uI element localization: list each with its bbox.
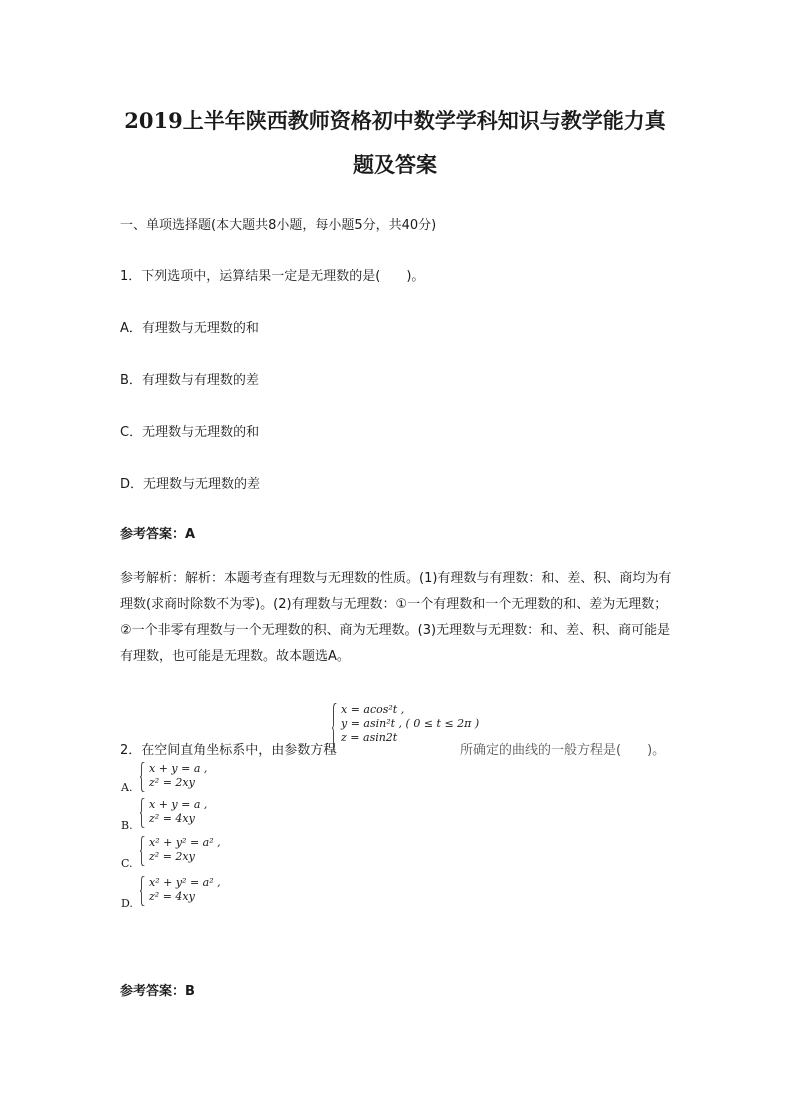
q1-option-a: A．有理数与无理数的和 — [120, 321, 259, 336]
q2-option-c-label: C. — [121, 857, 133, 870]
q2-stem-prefix: 2．在空间直角坐标系中，由参数方程 — [120, 743, 337, 758]
brace-icon — [140, 876, 145, 906]
q2-option-a-label: A. — [121, 781, 133, 794]
document-title-line2: 题及答案 — [353, 152, 437, 177]
option-b-eq1: x + y = a , — [149, 798, 208, 811]
q1-option-d: D．无理数与无理数的差 — [120, 477, 261, 492]
q1-option-c: C．无理数与无理数的和 — [120, 425, 260, 440]
q2-option-d — [140, 876, 221, 906]
option-c-eq2: z² = 2xy — [149, 850, 195, 863]
option-d-eq1: x² + y² = a² , — [149, 876, 221, 889]
q1-answer: 参考答案：A — [120, 527, 196, 542]
option-a-eq1: x + y = a , — [149, 762, 208, 775]
q2-option-c — [140, 836, 221, 866]
system-row-y: y = asin²t , ( 0 ≤ t ≤ 2π ) — [341, 717, 480, 730]
q2-option-a — [140, 762, 207, 792]
q2-answer: 参考答案：B — [120, 984, 195, 999]
document-title-line1: 2019上半年陕西教师资格初中数学学科知识与教学能力真 — [124, 108, 666, 133]
q2-parametric-system — [332, 703, 479, 753]
option-a-eq2: z² = 2xy — [149, 776, 195, 789]
q1-analysis: 参考解析：解析：本题考查有理数与无理数的性质。(1)有理数与有理数：和、差、积、商均为有理数(求商时除数不为零)。(2)有理数与无理数：①一个有理数和一个无理数的和、差为无理数；②一个非零有理数与一个无理数的积、商为无理数。(3)无理数与无理数：和、差、积、商可能是有理数，也可能是无理数。故本题选A。 — [120, 571, 672, 664]
brace-icon — [140, 836, 145, 866]
option-c-eq1: x² + y² = a² , — [149, 836, 221, 849]
option-b-eq2: z² = 4xy — [149, 812, 195, 825]
q1-stem: 1．下列选项中，运算结果一定是无理数的是( )。 — [120, 269, 425, 284]
q2-option-b — [140, 798, 207, 828]
q1-option-b: B．有理数与有理数的差 — [120, 373, 259, 388]
q2-option-d-label: D. — [121, 897, 133, 910]
brace-icon — [332, 703, 337, 753]
q2-option-b-label: B. — [121, 819, 133, 832]
option-d-eq2: z² = 4xy — [149, 890, 195, 903]
q2-stem-suffix: 所确定的曲线的一般方程是( )。 — [460, 743, 666, 758]
system-row-z: z = asin2t — [341, 731, 398, 744]
system-row-x: x = acos²t , — [341, 703, 405, 716]
brace-icon — [140, 798, 145, 828]
section-heading: 一、单项选择题(本大题共8小题，每小题5分，共40分) — [120, 218, 437, 233]
brace-icon — [140, 762, 145, 792]
